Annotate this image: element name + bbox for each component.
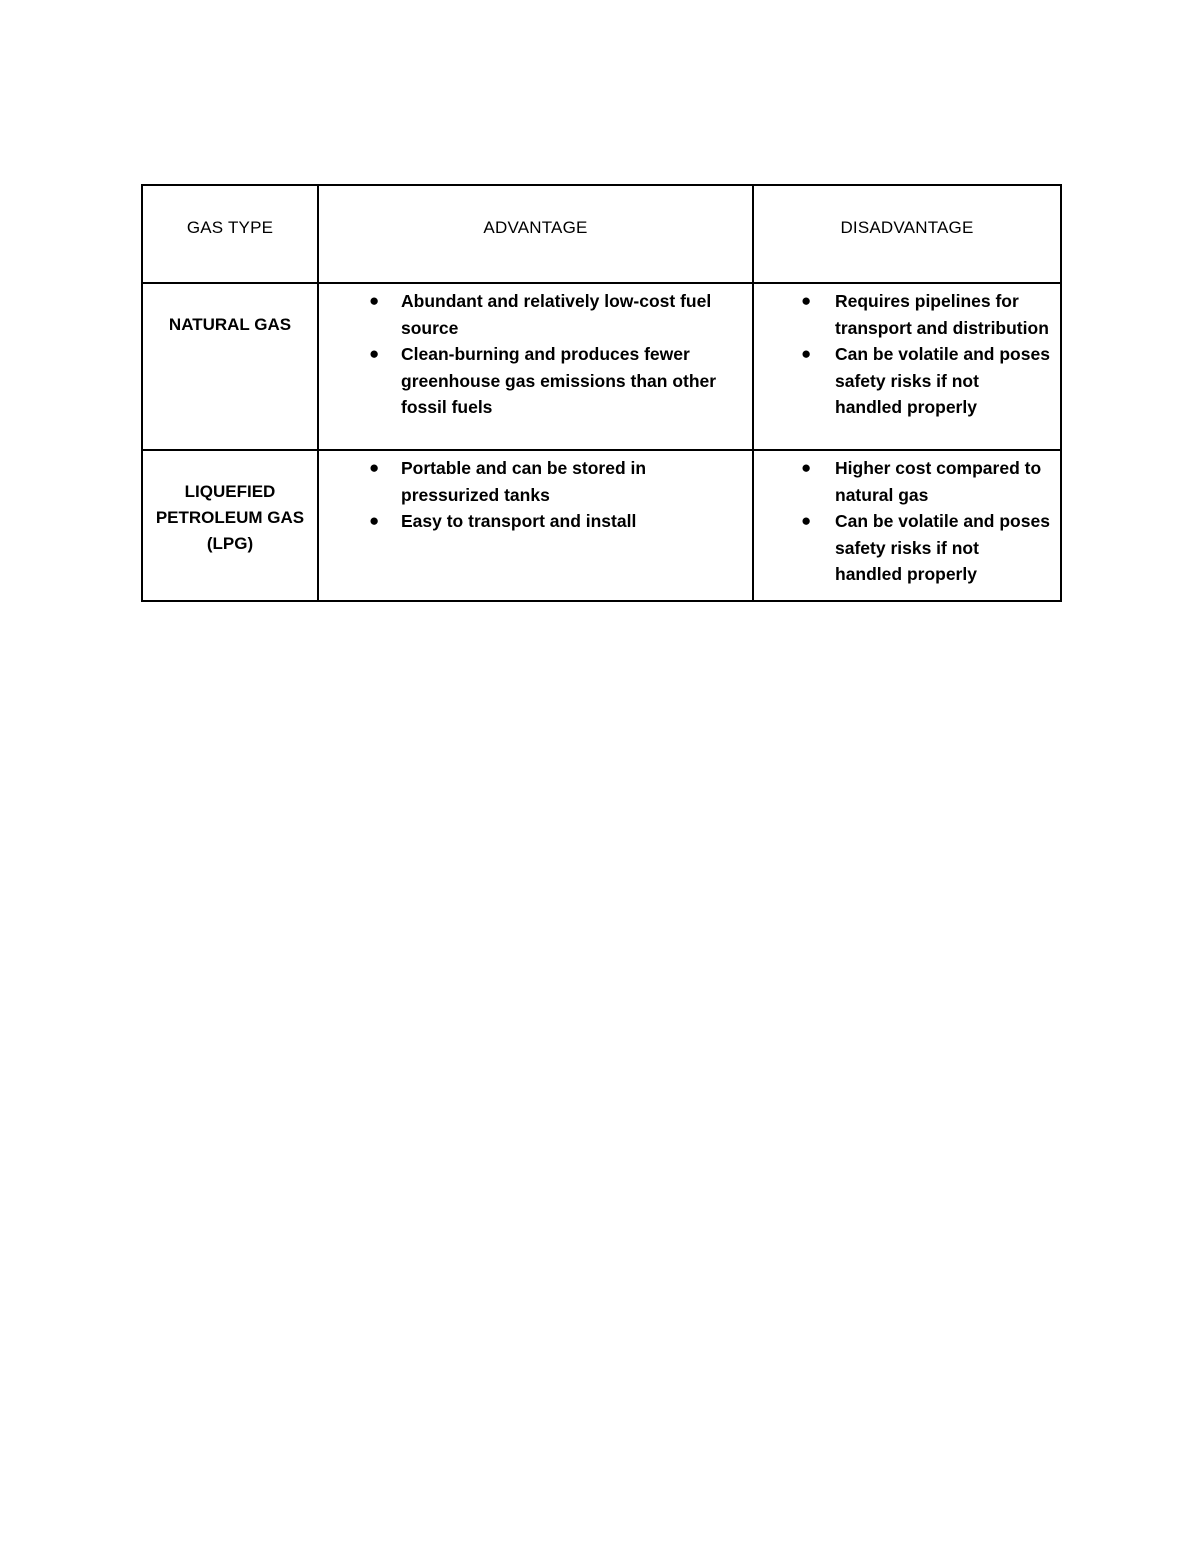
- list-item: [754, 341, 1050, 421]
- advantage-text: Portable and can be stored in pressurized tanks: [401, 458, 647, 505]
- gas-type-name: NATURAL GAS: [168, 315, 292, 334]
- disadvantage-text: Can be volatile and poses safety risks if not handled properly: [835, 511, 1050, 584]
- bullet-icon: ●: [369, 458, 380, 477]
- list-item: [319, 508, 742, 535]
- bullet-icon: ●: [369, 511, 380, 530]
- disadvantage-text: Requires pipelines for transport and distribution: [835, 291, 1049, 338]
- bullet-icon: ●: [801, 458, 812, 477]
- table-header-row: [142, 185, 1061, 283]
- header-disadvantage: DISADVANTAGE: [753, 185, 1061, 283]
- bullet-icon: ●: [369, 291, 380, 310]
- bullet-icon: ●: [369, 344, 380, 363]
- header-advantage: ADVANTAGE: [318, 185, 753, 283]
- table-row: [142, 450, 1061, 601]
- list-item: [319, 288, 742, 341]
- disadvantage-list: [754, 451, 1060, 588]
- list-item: [319, 341, 742, 421]
- bullet-icon: ●: [801, 291, 812, 310]
- list-item: [754, 288, 1050, 341]
- gas-type-name: [143, 451, 317, 557]
- gas-type-line: LIQUEFIED: [184, 482, 276, 501]
- disadvantage-cell: [753, 450, 1061, 601]
- disadvantage-cell: [753, 283, 1061, 450]
- disadvantage-text: Can be volatile and poses safety risks if not handled properly: [835, 344, 1050, 417]
- advantage-list: [319, 284, 752, 421]
- advantage-list: [319, 451, 752, 535]
- advantage-text: Clean-burning and produces fewer greenhouse gas emissions than other fossil fuels: [401, 344, 717, 417]
- disadvantage-list: [754, 284, 1060, 421]
- advantage-cell: [318, 283, 753, 450]
- advantage-cell: [318, 450, 753, 601]
- gas-type-cell: [142, 450, 318, 601]
- advantage-text: Easy to transport and install: [401, 511, 637, 531]
- gas-comparison-table: [141, 184, 1062, 602]
- bullet-icon: ●: [801, 344, 812, 363]
- disadvantage-text: Higher cost compared to natural gas: [835, 458, 1042, 505]
- list-item: [754, 508, 1050, 588]
- list-item: [754, 455, 1050, 508]
- advantage-text: Abundant and relatively low-cost fuel source: [401, 291, 712, 338]
- bullet-icon: ●: [801, 511, 812, 530]
- header-gas-type: GAS TYPE: [142, 185, 318, 283]
- gas-type-line: PETROLEUM GAS: [155, 508, 305, 527]
- table-row: [142, 283, 1061, 450]
- list-item: [319, 455, 742, 508]
- gas-type-line: (LPG): [206, 534, 254, 553]
- gas-type-cell: [142, 283, 318, 450]
